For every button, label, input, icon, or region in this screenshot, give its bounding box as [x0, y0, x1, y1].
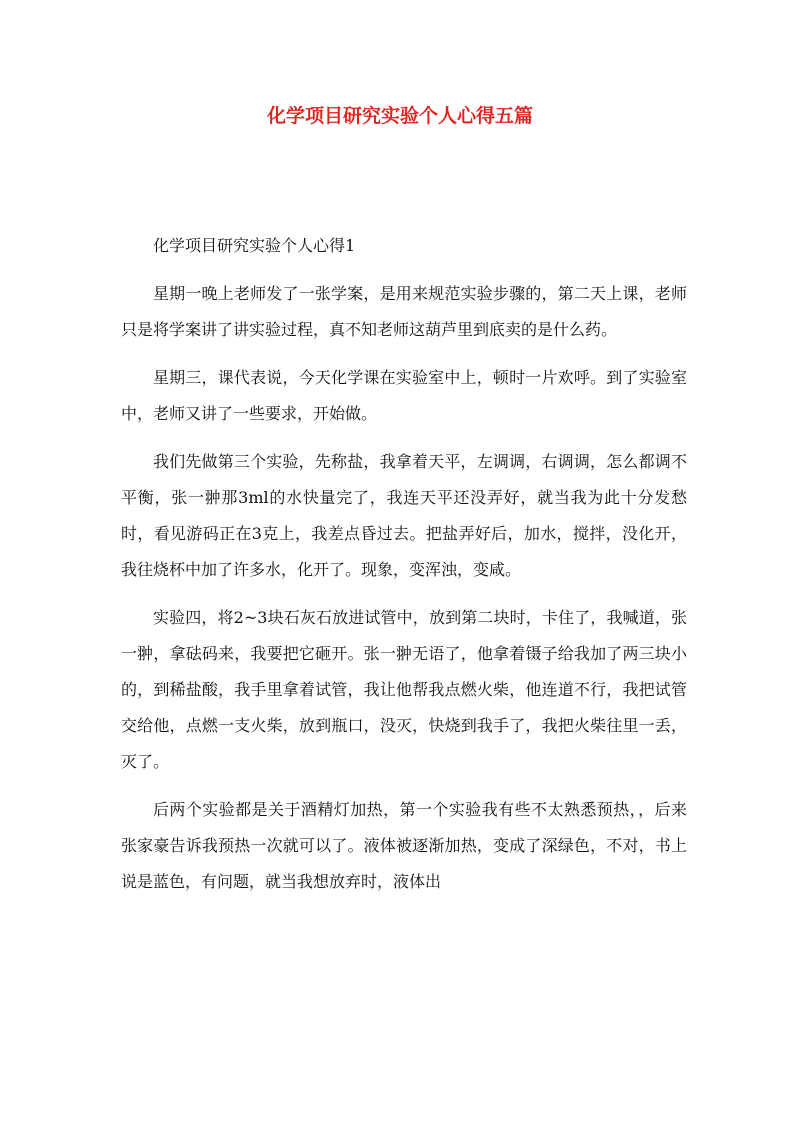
paragraph: 星期三，课代表说，今天化学课在实验室中上，顿时一片欢呼。到了实验室中，老师又讲了一些要求，开始做。 [121, 368, 687, 423]
paragraph: 星期一晚上老师发了一张学案，是用来规范实验步骤的，第二天上课，老师只是将学案讲了讲实验过程，真不知老师这葫芦里到底卖的是什么药。 [121, 284, 687, 339]
paragraph: 我们先做第三个实验，先称盐，我拿着天平，左调调，右调调，怎么都调不平衡，张一翀那3ml的水快量完了，我连天平还没弄好，就当我为此十分发愁时，看见游码正在3克上，我差点昏过去。把盐弄好后，加水，搅拌，没化开，我往烧杯中加了许多水，化开了。现象，变浑浊，变咸。 [121, 452, 687, 579]
document-body [121, 228, 687, 912]
paragraph: 实验四，将2~3块石灰石放进试管中，放到第二块时，卡住了，我喊道，张一翀，拿砝码来，我要把它砸开。张一翀无语了，他拿着镊子给我加了两三块小的，到稀盐酸，我手里拿着试管，我让他帮我点燃火柴，他连道不行，我把试管交给他，点燃一支火柴，放到瓶口，没灭，快烧到我手了，我把火柴往里一丢，灭了。 [121, 608, 687, 771]
paragraph: 后两个实验都是关于酒精灯加热，第一个实验我有些不太熟悉预热，，后来张家豪告诉我预热一次就可以了。液体被逐渐加热，变成了深绿色，不对，书上说是蓝色，有问题，就当我想放弃时，液体出 [121, 800, 687, 891]
document-title: 化学项目研究实验个人心得五篇 [266, 105, 533, 127]
section-heading: 化学项目研究实验个人心得1 [153, 236, 356, 255]
